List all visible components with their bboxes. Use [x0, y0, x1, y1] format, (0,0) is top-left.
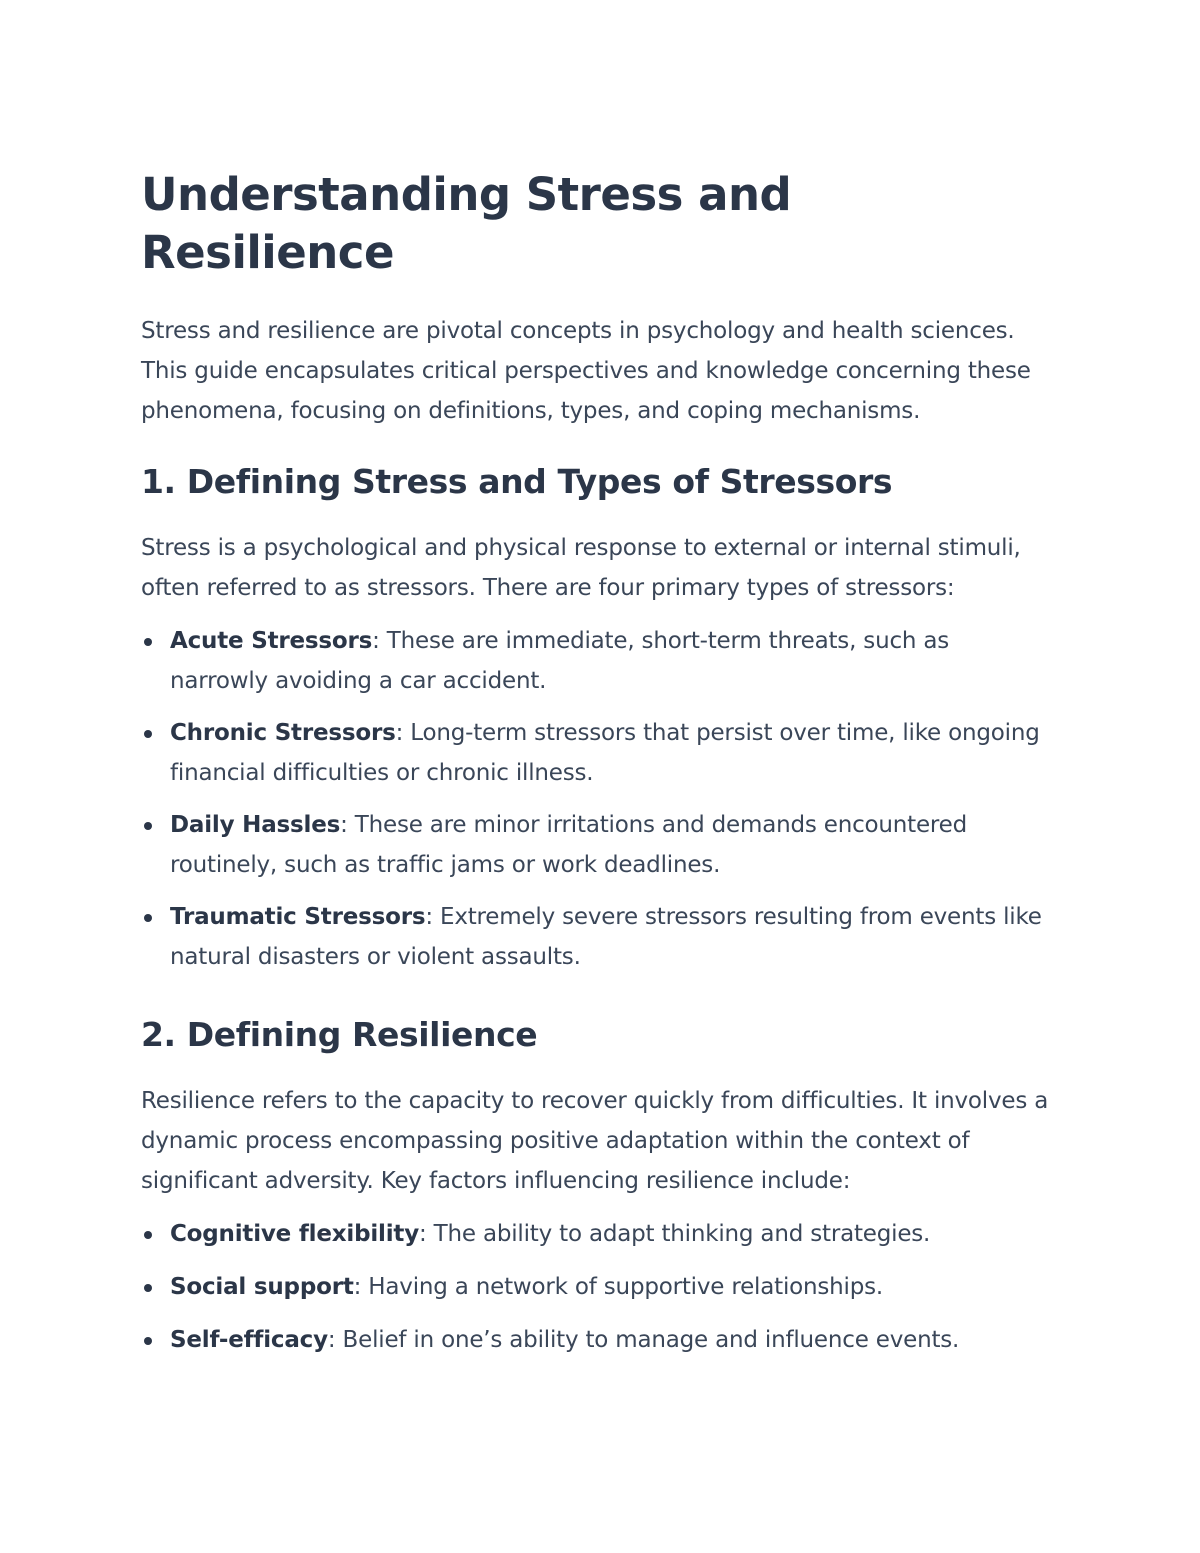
- list-item-desc: : These are immediate, short-term threats, such as narrowly avoiding a car accident.: [170, 628, 950, 694]
- list-item-desc: : Long-term stressors that persist over time, like ongoing financial difficulties or chronic illness.: [170, 720, 1040, 786]
- list-item: [141, 805, 1050, 885]
- bullet-icon: [144, 1284, 152, 1292]
- list-item-desc: : Belief in one’s ability to manage and influence events.: [327, 1327, 960, 1353]
- list-item-term: Chronic Stressors: [170, 720, 396, 746]
- list-item-term: Traumatic Stressors: [170, 904, 426, 930]
- list-item-term: Daily Hassles: [170, 812, 341, 838]
- list-item-desc: : The ability to adapt thinking and strategies.: [419, 1221, 931, 1247]
- list-item: [141, 1214, 1050, 1254]
- bullet-icon: [144, 730, 152, 738]
- list-item-term: Acute Stressors: [170, 628, 373, 654]
- list-item-desc: : These are minor irritations and demands encountered routinely, such as traffic jams or work deadlines.: [170, 812, 968, 878]
- list-item: [141, 1267, 1050, 1307]
- document-title: Understanding Stress and Resilience: [141, 168, 792, 279]
- bullet-icon: [144, 1231, 152, 1239]
- section-text-resilience: Resilience refers to the capacity to recover quickly from difficulties. It involves a dynamic process encompassing positive adaptation within the context of significant adversity. Key factors influencing resilience include:: [141, 1088, 1049, 1194]
- bullet-icon: [144, 914, 152, 922]
- list-item: [141, 713, 1050, 793]
- list-item-term: Self-efficacy: [170, 1327, 328, 1353]
- stressor-types-list: [141, 621, 1050, 977]
- section-heading-resilience: 2. Defining Resilience: [141, 1015, 538, 1054]
- section-heading-stress: 1. Defining Stress and Types of Stressors: [141, 462, 893, 501]
- resilience-factors-list: [141, 1214, 1050, 1360]
- list-item: [141, 1320, 1050, 1360]
- list-item-desc: : Extremely severe stressors resulting from events like natural disasters or violent assaults.: [170, 904, 1042, 970]
- list-item-term: Social support: [170, 1274, 354, 1300]
- bullet-icon: [144, 1337, 152, 1345]
- list-item: [141, 897, 1050, 977]
- bullet-icon: [144, 638, 152, 646]
- list-item: [141, 621, 1050, 701]
- list-item-desc: : Having a network of supportive relationships.: [353, 1274, 884, 1300]
- list-item-term: Cognitive flexibility: [170, 1221, 419, 1247]
- section-text-stress: Stress is a psychological and physical response to external or internal stimuli, often referred to as stressors. There are four primary types of stressors:: [141, 535, 1021, 601]
- bullet-icon: [144, 822, 152, 830]
- intro-paragraph: Stress and resilience are pivotal concepts in psychology and health sciences. This guide encapsulates critical perspectives and knowledge concerning these phenomena, focusing on definitions, types, and coping mechanisms.: [141, 318, 1031, 424]
